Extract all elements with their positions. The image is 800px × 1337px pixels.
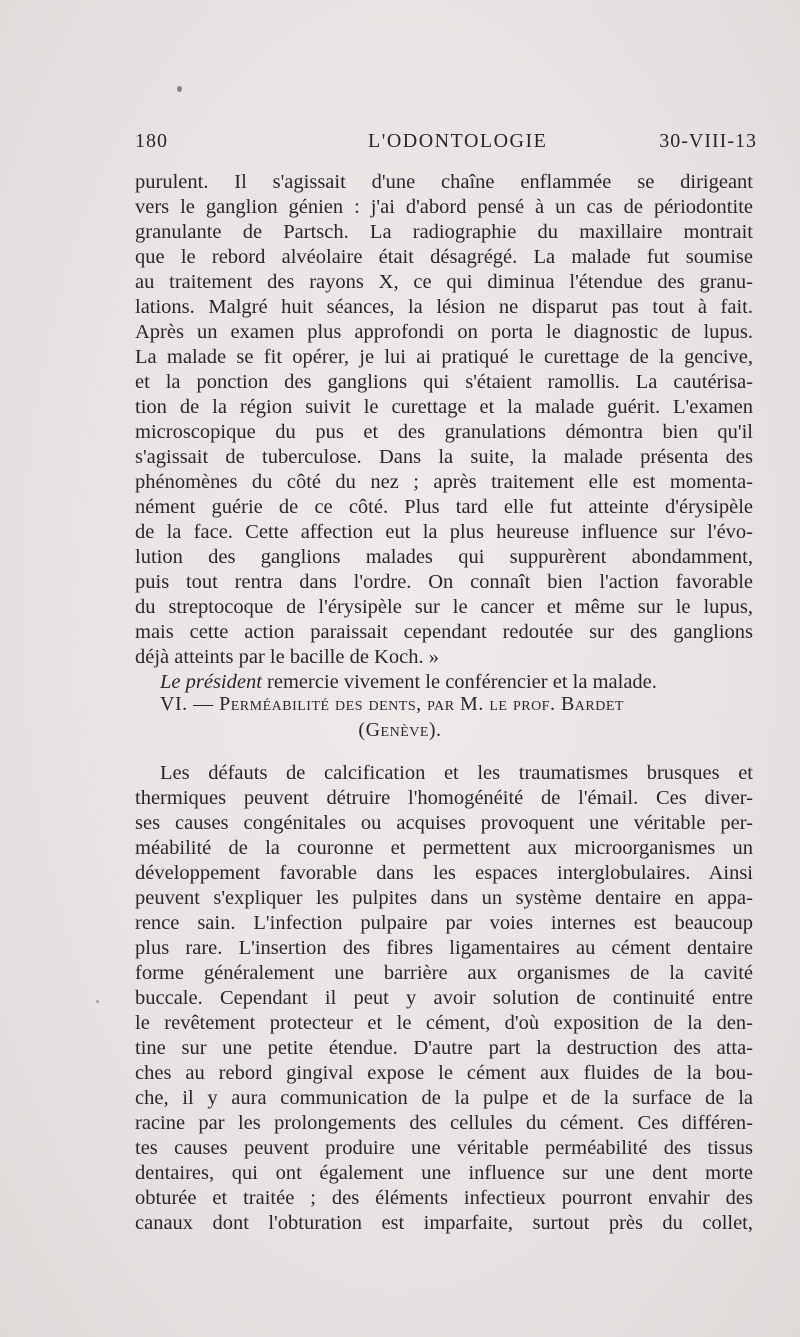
text-line: lations. Malgré huit séances, la lésion ne disparut pas tout à fait. (135, 296, 753, 318)
ink-speck (96, 1000, 99, 1003)
text-line: puis tout rentra dans l'ordre. On connaît bien l'action favorable (135, 571, 753, 593)
section-heading (160, 690, 750, 718)
text-line: granulante de Partsch. La radiographie du maxillaire montrait (135, 221, 753, 243)
text-line: ses causes congénitales ou acquises provoquent une véritable per- (135, 812, 753, 834)
text-line: déjà atteints par le bacille de Koch. » (135, 646, 439, 668)
text-line: Après un examen plus approfondi on porta le diagnostic de lupus. (135, 321, 753, 343)
text-line: ches au rebord gingival expose le cément aux fluides de la bou- (135, 1062, 753, 1084)
text-line: s'agissait de tuberculose. Dans la suite, la malade présenta des (135, 446, 753, 468)
text-line: vers le ganglion génien : j'ai d'abord pensé à un cas de périodontite (135, 196, 753, 218)
section-heading-line2-wrap (0, 716, 800, 744)
text-line: lution des ganglions malades qui suppurèrent abondamment, (135, 546, 753, 568)
page-number: 180 (135, 130, 168, 152)
text-line: La malade se fit opérer, je lui ai pratiqué le curettage de la gencive, (135, 346, 753, 368)
text-line: tine sur une petite étendue. D'autre part la destruction des atta- (135, 1037, 753, 1059)
text-line: de la face. Cette affection eut la plus heureuse influence sur l'évo- (135, 521, 753, 543)
closing-text: remercie vivement le conférencier et la malade. (261, 671, 657, 693)
text-line: dentaires, qui ont également une influence sur une dent morte (135, 1162, 753, 1184)
text-line: thermiques peuvent détruire l'homogénéité de l'émail. Ces diver- (135, 787, 753, 809)
text-line: nément guérie de ce côté. Plus tard elle fut atteinte d'érysipèle (135, 496, 753, 518)
text-line: peuvent s'expliquer les pulpites dans un système dentaire en appa- (135, 887, 753, 909)
section-heading-line1: VI. — Perméabilité des dents, par M. le prof. Bardet (160, 693, 624, 715)
text-line: tion de la région suivit le curettage et la malade guérit. L'examen (135, 396, 753, 418)
text-line: que le rebord alvéolaire était désagrégé. La malade fut soumise (135, 246, 753, 268)
text-line: phénomènes du côté du nez ; après traitement elle est momenta- (135, 471, 753, 493)
section-heading-line2: (Genève). (358, 719, 442, 741)
running-header (135, 130, 757, 160)
text-line: développement favorable dans les espaces interglobulaires. Ainsi (135, 862, 753, 884)
text-line: du streptocoque de l'érysipèle sur le cancer et même sur le lupus, (135, 596, 753, 618)
text-line: racine par les prolongements des cellules du cément. Ces différen- (135, 1112, 753, 1134)
text-line: tes causes peuvent produire une véritable perméabilité des tissus (135, 1137, 753, 1159)
text-line: méabilité de la couronne et permettent aux microorganismes un (135, 837, 753, 859)
ink-speck (177, 86, 182, 92)
text-line: che, il y aura communication de la pulpe et de la surface de la (135, 1087, 753, 1109)
text-line: Les défauts de calcification et les traumatismes brusques et (160, 762, 753, 784)
text-line: le revêtement protecteur et le cément, d'où exposition de la den- (135, 1012, 753, 1034)
text-line: obturée et traitée ; des éléments infectieux pourront envahir des (135, 1187, 753, 1209)
issue-date: 30-VIII-13 (659, 130, 757, 152)
president-label: Le président (160, 671, 262, 693)
text-line: rence sain. L'infection pulpaire par voies internes est beaucoup (135, 912, 753, 934)
text-line: forme généralement une barrière aux organismes de la cavité (135, 962, 753, 984)
text-line: purulent. Il s'agissait d'une chaîne enflammée se dirigeant (135, 171, 753, 193)
text-line: et la ponction des ganglions qui s'étaient ramollis. La cautérisa- (135, 371, 753, 393)
text-line: plus rare. L'insertion des fibres ligamentaires au cément dentaire (135, 937, 753, 959)
text-line: canaux dont l'obturation est imparfaite, surtout près du collet, (135, 1212, 753, 1234)
text-line: mais cette action paraissait cependant redoutée sur des ganglions (135, 621, 753, 643)
text-line: buccale. Cependant il peut y avoir solution de continuité entre (135, 987, 753, 1009)
journal-title: L'ODONTOLOGIE (368, 130, 548, 152)
text-line: au traitement des rayons X, ce qui diminua l'étendue des granu- (135, 271, 753, 293)
text-line: microscopique du pus et des granulations démontra bien qu'il (135, 421, 753, 443)
